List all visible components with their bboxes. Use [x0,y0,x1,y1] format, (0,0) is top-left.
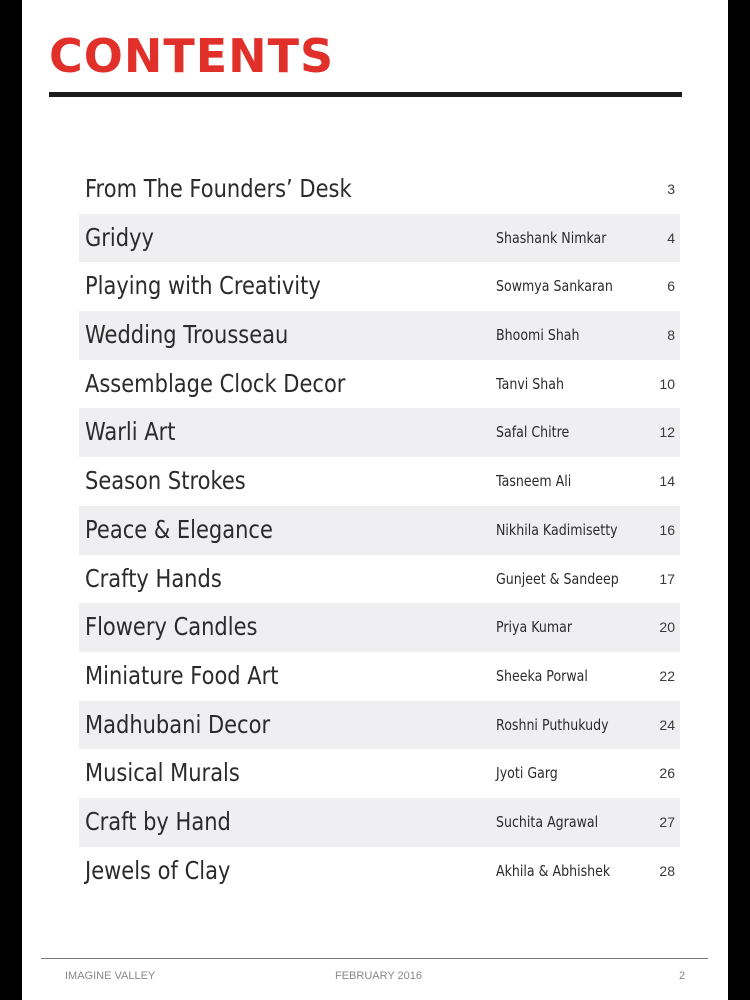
toc-entry-page: 28 [659,862,675,879]
title-divider [49,92,682,97]
table-of-contents [79,165,680,895]
toc-entry[interactable] [79,652,680,701]
toc-entry[interactable] [79,555,680,604]
toc-entry-author: Tanvi Shah [496,374,564,393]
toc-entry-title: From The Founders’ Desk [85,174,352,203]
toc-entry-title: Season Strokes [85,466,246,496]
toc-entry-title: Madhubani Decor [85,709,271,739]
toc-entry[interactable] [79,457,680,506]
toc-entry-author: Jyoti Garg [496,764,558,783]
toc-entry-page: 14 [659,473,675,490]
toc-entry-title: Wedding Trousseau [85,320,289,350]
toc-entry[interactable] [79,360,680,409]
toc-entry-title: Flowery Candles [85,612,258,642]
toc-entry[interactable] [79,749,680,798]
toc-entry-author: Safal Chitre [496,423,570,442]
toc-entry-author: Suchita Agrawal [496,812,599,831]
toc-entry-page: 22 [659,667,675,684]
toc-entry-title: Peace & Elegance [85,514,273,544]
toc-entry[interactable] [79,262,680,311]
toc-entry-title: Gridyy [85,222,154,252]
footer-page-number: 2 [679,970,686,982]
toc-entry-title: Warli Art [85,417,176,447]
toc-entry-title: Miniature Food Art [85,660,279,690]
toc-entry-page: 6 [667,278,675,295]
toc-entry-author: Sheeka Porwal [496,666,588,685]
footer-issue: FEBRUARY 2016 [335,970,423,982]
toc-entry[interactable] [79,408,680,457]
toc-entry-page: 24 [659,716,675,733]
toc-entry-author: Akhila & Abhishek [496,861,611,880]
toc-entry-title: Crafty Hands [85,563,222,593]
toc-entry[interactable] [79,847,680,896]
toc-entry-title: Jewels of Clay [85,855,231,885]
toc-entry-author: Priya Kumar [496,618,573,637]
toc-entry[interactable] [79,311,680,360]
toc-entry-title: Craft by Hand [85,806,231,836]
footer-divider [41,958,708,959]
toc-entry-page: 20 [659,619,675,636]
toc-entry[interactable] [79,603,680,652]
toc-entry[interactable] [79,798,680,847]
toc-entry-author: Bhoomi Shah [496,326,580,345]
toc-entry-title: Musical Murals [85,758,240,788]
toc-entry-author: Tasneem Ali [496,472,572,491]
toc-entry[interactable] [79,214,680,263]
toc-entry-author: Roshni Puthukudy [496,715,609,734]
toc-entry-page: 4 [667,229,675,246]
toc-entry-page: 16 [659,521,675,538]
toc-entry-author: Nikhila Kadimisetty [496,520,618,539]
toc-entry-title: Playing with Creativity [85,271,321,301]
footer-publication: IMAGINE VALLEY [65,970,156,982]
toc-entry-page: 26 [659,765,675,782]
toc-entry-author: Gunjeet & Sandeep [496,569,619,588]
toc-entry[interactable] [79,506,680,555]
toc-entry[interactable] [79,165,680,214]
page-title: CONTENTS [49,29,335,83]
toc-entry-author: Shashank Nimkar [496,228,607,247]
toc-entry-page: 27 [659,813,675,830]
toc-entry-page: 17 [659,570,675,587]
magazine-page [22,0,728,1000]
toc-entry-author: Sowmya Sankaran [496,277,613,296]
toc-entry-page: 12 [659,424,675,441]
toc-entry[interactable] [79,701,680,750]
toc-entry-title: Assemblage Clock Decor [85,368,346,398]
toc-entry-page: 8 [667,327,675,344]
toc-entry-page: 10 [659,375,675,392]
toc-entry-page: 3 [667,181,675,197]
